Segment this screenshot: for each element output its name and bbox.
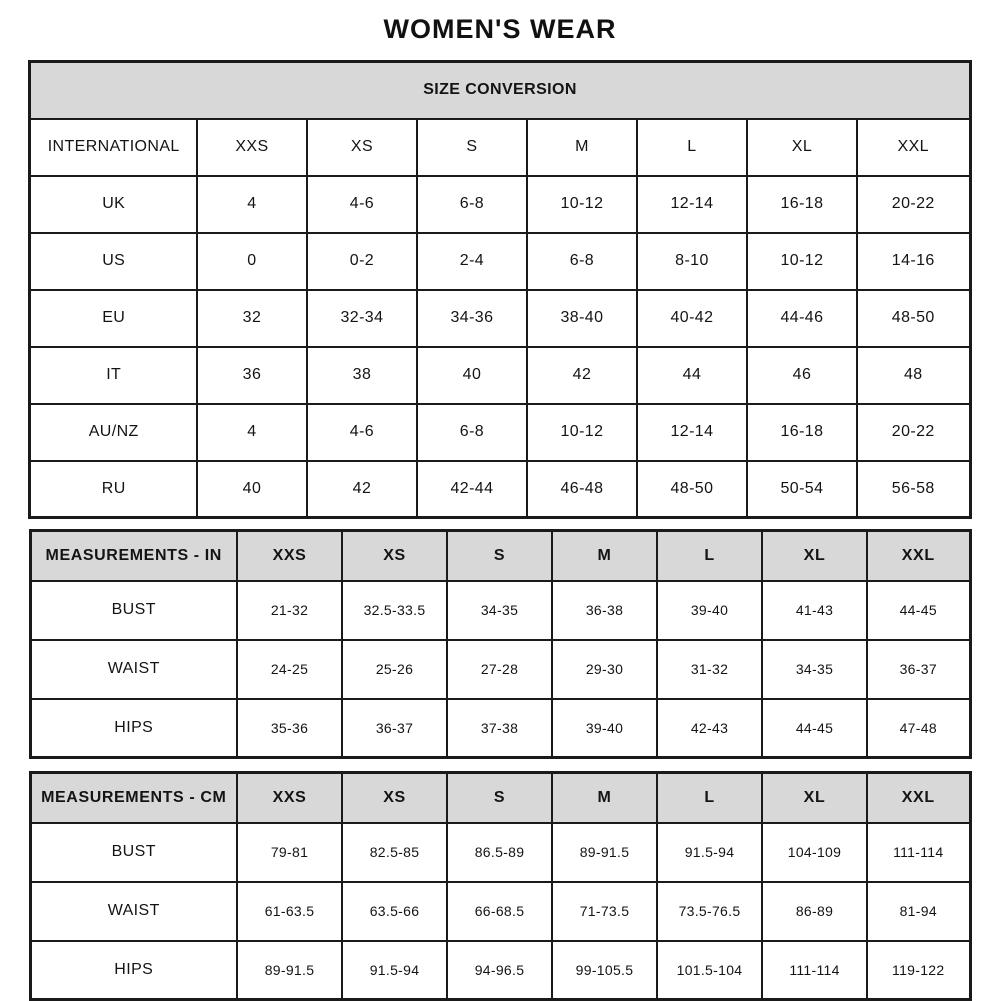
table-header-row	[30, 531, 970, 581]
value-cell: 119-122	[867, 941, 970, 1000]
value-cell: 2-4	[417, 233, 527, 290]
table-gap	[0, 519, 1000, 529]
value-cell: 0	[197, 233, 307, 290]
value-cell: 31-32	[657, 640, 762, 699]
table-header-row	[30, 62, 970, 119]
size-column-header: XXL	[857, 119, 970, 176]
row-label: BUST	[30, 581, 237, 640]
row-label: WAIST	[30, 882, 237, 941]
value-cell: 12-14	[637, 176, 747, 233]
table-row	[30, 581, 970, 640]
table-row	[30, 233, 970, 290]
value-cell: 48	[857, 347, 970, 404]
value-cell: 42-44	[417, 461, 527, 518]
size-conversion-table	[28, 60, 971, 519]
column-header-row	[30, 119, 970, 176]
table-title: MEASUREMENTS - CM	[30, 773, 237, 823]
value-cell: 8-10	[637, 233, 747, 290]
size-column-header: XS	[342, 531, 447, 581]
value-cell: 41-43	[762, 581, 867, 640]
column-header-label: INTERNATIONAL	[30, 119, 197, 176]
size-column-header: XS	[342, 773, 447, 823]
value-cell: 111-114	[867, 823, 970, 882]
value-cell: 89-91.5	[552, 823, 657, 882]
value-cell: 86.5-89	[447, 823, 552, 882]
value-cell: 36	[197, 347, 307, 404]
value-cell: 46-48	[527, 461, 637, 518]
value-cell: 14-16	[857, 233, 970, 290]
size-column-header: S	[447, 773, 552, 823]
size-conversion-body	[30, 176, 970, 518]
value-cell: 42-43	[657, 699, 762, 758]
value-cell: 21-32	[237, 581, 342, 640]
row-label: HIPS	[30, 941, 237, 1000]
value-cell: 79-81	[237, 823, 342, 882]
table-gap	[0, 759, 1000, 771]
row-label: BUST	[30, 823, 237, 882]
size-column-header: M	[552, 773, 657, 823]
table-title: MEASUREMENTS - IN	[30, 531, 237, 581]
value-cell: 47-48	[867, 699, 970, 758]
value-cell: 6-8	[417, 404, 527, 461]
value-cell: 4-6	[307, 404, 417, 461]
row-label: EU	[30, 290, 197, 347]
value-cell: 20-22	[857, 404, 970, 461]
value-cell: 111-114	[762, 941, 867, 1000]
page-title: WOMEN'S WEAR	[383, 14, 617, 44]
value-cell: 40	[417, 347, 527, 404]
value-cell: 16-18	[747, 176, 857, 233]
value-cell: 42	[527, 347, 637, 404]
table-row	[30, 290, 970, 347]
value-cell: 10-12	[527, 404, 637, 461]
value-cell: 10-12	[527, 176, 637, 233]
table-row	[30, 640, 970, 699]
value-cell: 38-40	[527, 290, 637, 347]
value-cell: 71-73.5	[552, 882, 657, 941]
value-cell: 81-94	[867, 882, 970, 941]
row-label: RU	[30, 461, 197, 518]
value-cell: 38	[307, 347, 417, 404]
value-cell: 73.5-76.5	[657, 882, 762, 941]
value-cell: 24-25	[237, 640, 342, 699]
value-cell: 27-28	[447, 640, 552, 699]
size-column-header: XXS	[237, 531, 342, 581]
size-column-header: XL	[762, 531, 867, 581]
size-column-header: XS	[307, 119, 417, 176]
value-cell: 36-37	[867, 640, 970, 699]
value-cell: 89-91.5	[237, 941, 342, 1000]
size-column-header: S	[417, 119, 527, 176]
row-label: HIPS	[30, 699, 237, 758]
value-cell: 44-45	[867, 581, 970, 640]
value-cell: 56-58	[857, 461, 970, 518]
value-cell: 48-50	[637, 461, 747, 518]
table-row	[30, 404, 970, 461]
value-cell: 10-12	[747, 233, 857, 290]
value-cell: 16-18	[747, 404, 857, 461]
value-cell: 25-26	[342, 640, 447, 699]
size-column-header: XL	[762, 773, 867, 823]
table-row	[30, 882, 970, 941]
row-label: AU/NZ	[30, 404, 197, 461]
value-cell: 39-40	[657, 581, 762, 640]
value-cell: 34-36	[417, 290, 527, 347]
value-cell: 37-38	[447, 699, 552, 758]
value-cell: 61-63.5	[237, 882, 342, 941]
value-cell: 46	[747, 347, 857, 404]
value-cell: 91.5-94	[657, 823, 762, 882]
size-column-header: L	[657, 531, 762, 581]
size-column-header: XXL	[867, 531, 970, 581]
value-cell: 4	[197, 404, 307, 461]
size-column-header: XL	[747, 119, 857, 176]
value-cell: 82.5-85	[342, 823, 447, 882]
value-cell: 42	[307, 461, 417, 518]
value-cell: 101.5-104	[657, 941, 762, 1000]
table-row	[30, 699, 970, 758]
value-cell: 32-34	[307, 290, 417, 347]
value-cell: 4-6	[307, 176, 417, 233]
table-row	[30, 941, 970, 1000]
value-cell: 48-50	[857, 290, 970, 347]
size-column-header: S	[447, 531, 552, 581]
table-row	[30, 823, 970, 882]
value-cell: 4	[197, 176, 307, 233]
table-title: SIZE CONVERSION	[30, 62, 970, 119]
measurements-cm-body	[30, 823, 970, 1000]
row-label: IT	[30, 347, 197, 404]
value-cell: 91.5-94	[342, 941, 447, 1000]
size-column-header: XXL	[867, 773, 970, 823]
measurements-cm-table	[29, 771, 972, 1001]
value-cell: 34-35	[762, 640, 867, 699]
value-cell: 35-36	[237, 699, 342, 758]
table-row	[30, 176, 970, 233]
value-cell: 99-105.5	[552, 941, 657, 1000]
table-row	[30, 347, 970, 404]
value-cell: 104-109	[762, 823, 867, 882]
size-column-header: M	[552, 531, 657, 581]
value-cell: 36-38	[552, 581, 657, 640]
size-column-header: L	[657, 773, 762, 823]
value-cell: 6-8	[417, 176, 527, 233]
value-cell: 40	[197, 461, 307, 518]
value-cell: 20-22	[857, 176, 970, 233]
value-cell: 44-45	[762, 699, 867, 758]
row-label: WAIST	[30, 640, 237, 699]
value-cell: 0-2	[307, 233, 417, 290]
measurements-in-body	[30, 581, 970, 758]
value-cell: 6-8	[527, 233, 637, 290]
size-column-header: XXS	[237, 773, 342, 823]
value-cell: 63.5-66	[342, 882, 447, 941]
value-cell: 32	[197, 290, 307, 347]
size-column-header: M	[527, 119, 637, 176]
value-cell: 86-89	[762, 882, 867, 941]
value-cell: 29-30	[552, 640, 657, 699]
value-cell: 36-37	[342, 699, 447, 758]
value-cell: 34-35	[447, 581, 552, 640]
value-cell: 50-54	[747, 461, 857, 518]
value-cell: 44-46	[747, 290, 857, 347]
size-column-header: XXS	[197, 119, 307, 176]
row-label: UK	[30, 176, 197, 233]
value-cell: 40-42	[637, 290, 747, 347]
value-cell: 44	[637, 347, 747, 404]
measurements-in-table	[29, 529, 972, 759]
value-cell: 66-68.5	[447, 882, 552, 941]
value-cell: 32.5-33.5	[342, 581, 447, 640]
table-row	[30, 461, 970, 518]
value-cell: 94-96.5	[447, 941, 552, 1000]
table-header-row	[30, 773, 970, 823]
size-column-header: L	[637, 119, 747, 176]
value-cell: 12-14	[637, 404, 747, 461]
row-label: US	[30, 233, 197, 290]
value-cell: 39-40	[552, 699, 657, 758]
